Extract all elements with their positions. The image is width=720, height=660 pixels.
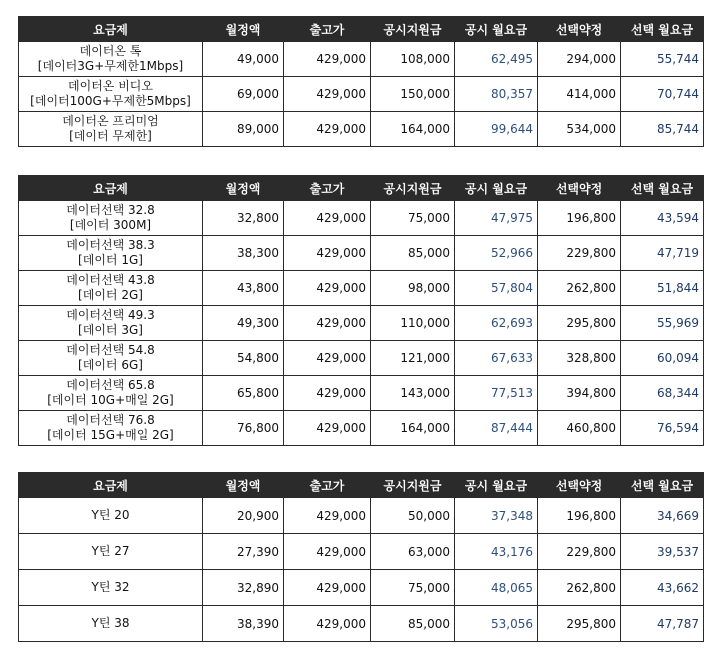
cell-subsidy: 121,000 — [371, 341, 455, 376]
plan-name: 데이터선택 32.8 — [66, 203, 155, 217]
table-row — [19, 498, 704, 534]
cell-contract-monthly: 70,744 — [621, 77, 704, 112]
cell-plan-name — [19, 498, 203, 534]
cell-contract-discount: 262,800 — [538, 271, 621, 306]
table-row — [19, 306, 704, 341]
table-row — [19, 77, 704, 112]
cell-plan-name — [19, 236, 203, 271]
cell-contract-discount: 394,800 — [538, 376, 621, 411]
cell-contract-monthly: 43,662 — [621, 570, 704, 606]
cell-subsidy-monthly: 57,804 — [455, 271, 538, 306]
cell-release-price: 429,000 — [284, 271, 371, 306]
header-row — [19, 473, 704, 498]
table-row — [19, 534, 704, 570]
header-monthly-fee: 월정액 — [203, 176, 284, 201]
table-body — [19, 201, 704, 446]
table-row — [19, 112, 704, 147]
plan-detail: [데이터 10G+매일 2G] — [47, 393, 174, 407]
cell-contract-discount: 534,000 — [538, 112, 621, 147]
plan-detail: [데이터 2G] — [78, 288, 143, 302]
header-subsidy-monthly: 공시 월요금 — [455, 176, 538, 201]
cell-subsidy: 164,000 — [371, 411, 455, 446]
header-contract-monthly: 선택 월요금 — [621, 473, 704, 498]
table-row — [19, 570, 704, 606]
table-row — [19, 606, 704, 642]
header-release-price: 출고가 — [284, 17, 371, 42]
cell-contract-monthly: 47,787 — [621, 606, 704, 642]
cell-monthly-fee: 69,000 — [203, 77, 284, 112]
cell-contract-discount: 196,800 — [538, 201, 621, 236]
cell-release-price: 429,000 — [284, 411, 371, 446]
cell-monthly-fee: 89,000 — [203, 112, 284, 147]
cell-monthly-fee: 27,390 — [203, 534, 284, 570]
header-row — [19, 17, 704, 42]
cell-monthly-fee: 49,000 — [203, 42, 284, 77]
cell-subsidy: 50,000 — [371, 498, 455, 534]
cell-contract-discount: 460,800 — [538, 411, 621, 446]
header-subsidy: 공시지원금 — [371, 473, 455, 498]
cell-contract-monthly: 47,719 — [621, 236, 704, 271]
cell-subsidy-monthly: 47,975 — [455, 201, 538, 236]
plan-name: Y틴 27 — [91, 544, 130, 558]
cell-contract-monthly: 60,094 — [621, 341, 704, 376]
cell-contract-monthly: 43,594 — [621, 201, 704, 236]
cell-contract-monthly: 85,744 — [621, 112, 704, 147]
table-row — [19, 271, 704, 306]
cell-subsidy: 63,000 — [371, 534, 455, 570]
plan-name: Y틴 32 — [91, 580, 130, 594]
plan-name: 데이터선택 76.8 — [66, 413, 155, 427]
cell-contract-monthly: 55,969 — [621, 306, 704, 341]
table-row — [19, 201, 704, 236]
plan-name: Y틴 20 — [91, 508, 130, 522]
plan-name: 데이터선택 49.3 — [66, 308, 155, 322]
plan-detail: [데이터3G+무제한1Mbps] — [37, 59, 184, 73]
cell-contract-discount: 229,800 — [538, 236, 621, 271]
cell-contract-monthly: 68,344 — [621, 376, 704, 411]
cell-plan-name — [19, 306, 203, 341]
cell-contract-discount: 295,800 — [538, 306, 621, 341]
cell-contract-monthly: 76,594 — [621, 411, 704, 446]
cell-release-price: 429,000 — [284, 376, 371, 411]
plan-name: 데이터선택 54.8 — [66, 343, 155, 357]
cell-contract-monthly: 55,744 — [621, 42, 704, 77]
cell-monthly-fee: 38,390 — [203, 606, 284, 642]
cell-subsidy-monthly: 77,513 — [455, 376, 538, 411]
table-row — [19, 341, 704, 376]
cell-plan-name — [19, 201, 203, 236]
cell-plan-name — [19, 112, 203, 147]
cell-subsidy-monthly: 43,176 — [455, 534, 538, 570]
header-contract-discount: 선택약정 — [538, 176, 621, 201]
cell-plan-name — [19, 376, 203, 411]
plan-detail: [데이터 15G+매일 2G] — [47, 428, 174, 442]
plan-name: 데이터온 비디오 — [68, 79, 153, 93]
cell-plan-name — [19, 534, 203, 570]
table-header — [19, 176, 704, 201]
cell-release-price: 429,000 — [284, 112, 371, 147]
cell-subsidy: 75,000 — [371, 570, 455, 606]
cell-subsidy: 98,000 — [371, 271, 455, 306]
cell-subsidy: 85,000 — [371, 236, 455, 271]
cell-plan-name — [19, 606, 203, 642]
table-header — [19, 17, 704, 42]
cell-monthly-fee: 32,800 — [203, 201, 284, 236]
header-release-price: 출고가 — [284, 473, 371, 498]
plan-detail: [데이터 6G] — [78, 358, 143, 372]
table-row — [19, 42, 704, 77]
header-subsidy-monthly: 공시 월요금 — [455, 17, 538, 42]
cell-contract-monthly: 34,669 — [621, 498, 704, 534]
cell-monthly-fee: 54,800 — [203, 341, 284, 376]
header-subsidy: 공시지원금 — [371, 176, 455, 201]
price-table-y-teen — [18, 472, 704, 642]
cell-release-price: 429,000 — [284, 534, 371, 570]
cell-subsidy-monthly: 99,644 — [455, 112, 538, 147]
cell-plan-name — [19, 77, 203, 112]
table-body — [19, 42, 704, 147]
cell-contract-discount: 414,000 — [538, 77, 621, 112]
plan-name: Y틴 38 — [91, 616, 130, 630]
cell-release-price: 429,000 — [284, 341, 371, 376]
cell-subsidy-monthly: 87,444 — [455, 411, 538, 446]
cell-contract-discount: 196,800 — [538, 498, 621, 534]
price-table-data-on — [18, 16, 704, 147]
price-table-data-select — [18, 175, 704, 446]
cell-monthly-fee: 43,800 — [203, 271, 284, 306]
header-monthly-fee: 월정액 — [203, 473, 284, 498]
plan-detail: [데이터100G+무제한5Mbps] — [30, 94, 191, 108]
plan-name: 데이터온 톡 — [79, 44, 142, 58]
header-plan: 요금제 — [19, 17, 203, 42]
header-row — [19, 176, 704, 201]
cell-subsidy: 150,000 — [371, 77, 455, 112]
cell-monthly-fee: 65,800 — [203, 376, 284, 411]
cell-release-price: 429,000 — [284, 570, 371, 606]
header-contract-discount: 선택약정 — [538, 17, 621, 42]
cell-contract-discount: 262,800 — [538, 570, 621, 606]
cell-plan-name — [19, 341, 203, 376]
cell-subsidy-monthly: 80,357 — [455, 77, 538, 112]
plan-detail: [데이터 1G] — [78, 253, 143, 267]
header-contract-discount: 선택약정 — [538, 473, 621, 498]
header-subsidy: 공시지원금 — [371, 17, 455, 42]
cell-monthly-fee: 49,300 — [203, 306, 284, 341]
plan-name: 데이터선택 43.8 — [66, 273, 155, 287]
header-plan: 요금제 — [19, 473, 203, 498]
cell-subsidy-monthly: 37,348 — [455, 498, 538, 534]
cell-contract-discount: 294,000 — [538, 42, 621, 77]
header-subsidy-monthly: 공시 월요금 — [455, 473, 538, 498]
cell-subsidy-monthly: 48,065 — [455, 570, 538, 606]
cell-subsidy-monthly: 52,966 — [455, 236, 538, 271]
header-contract-monthly: 선택 월요금 — [621, 176, 704, 201]
cell-subsidy: 164,000 — [371, 112, 455, 147]
table-header — [19, 473, 704, 498]
header-plan: 요금제 — [19, 176, 203, 201]
plan-name: 데이터선택 38.3 — [66, 238, 155, 252]
cell-contract-discount: 229,800 — [538, 534, 621, 570]
cell-subsidy: 143,000 — [371, 376, 455, 411]
header-release-price: 출고가 — [284, 176, 371, 201]
cell-subsidy: 75,000 — [371, 201, 455, 236]
plan-detail: [데이터 무제한] — [69, 129, 152, 143]
cell-release-price: 429,000 — [284, 306, 371, 341]
cell-monthly-fee: 76,800 — [203, 411, 284, 446]
plan-detail: [데이터 300M] — [69, 218, 152, 232]
plan-name: 데이터온 프리미엄 — [62, 114, 159, 128]
cell-release-price: 429,000 — [284, 236, 371, 271]
cell-subsidy: 110,000 — [371, 306, 455, 341]
table-row — [19, 376, 704, 411]
cell-monthly-fee: 38,300 — [203, 236, 284, 271]
cell-monthly-fee: 20,900 — [203, 498, 284, 534]
cell-contract-monthly: 51,844 — [621, 271, 704, 306]
plan-name: 데이터선택 65.8 — [66, 378, 155, 392]
cell-release-price: 429,000 — [284, 42, 371, 77]
cell-plan-name — [19, 42, 203, 77]
cell-subsidy-monthly: 62,495 — [455, 42, 538, 77]
cell-subsidy-monthly: 62,693 — [455, 306, 538, 341]
cell-release-price: 429,000 — [284, 606, 371, 642]
cell-release-price: 429,000 — [284, 201, 371, 236]
cell-monthly-fee: 32,890 — [203, 570, 284, 606]
plan-detail: [데이터 3G] — [78, 323, 143, 337]
cell-plan-name — [19, 271, 203, 306]
cell-release-price: 429,000 — [284, 498, 371, 534]
cell-subsidy-monthly: 53,056 — [455, 606, 538, 642]
cell-plan-name — [19, 411, 203, 446]
table-row — [19, 411, 704, 446]
table-row — [19, 236, 704, 271]
cell-subsidy: 108,000 — [371, 42, 455, 77]
table-body — [19, 498, 704, 642]
cell-contract-monthly: 39,537 — [621, 534, 704, 570]
header-contract-monthly: 선택 월요금 — [621, 17, 704, 42]
cell-contract-discount: 295,800 — [538, 606, 621, 642]
cell-contract-discount: 328,800 — [538, 341, 621, 376]
cell-subsidy-monthly: 67,633 — [455, 341, 538, 376]
cell-subsidy: 85,000 — [371, 606, 455, 642]
cell-plan-name — [19, 570, 203, 606]
cell-release-price: 429,000 — [284, 77, 371, 112]
header-monthly-fee: 월정액 — [203, 17, 284, 42]
